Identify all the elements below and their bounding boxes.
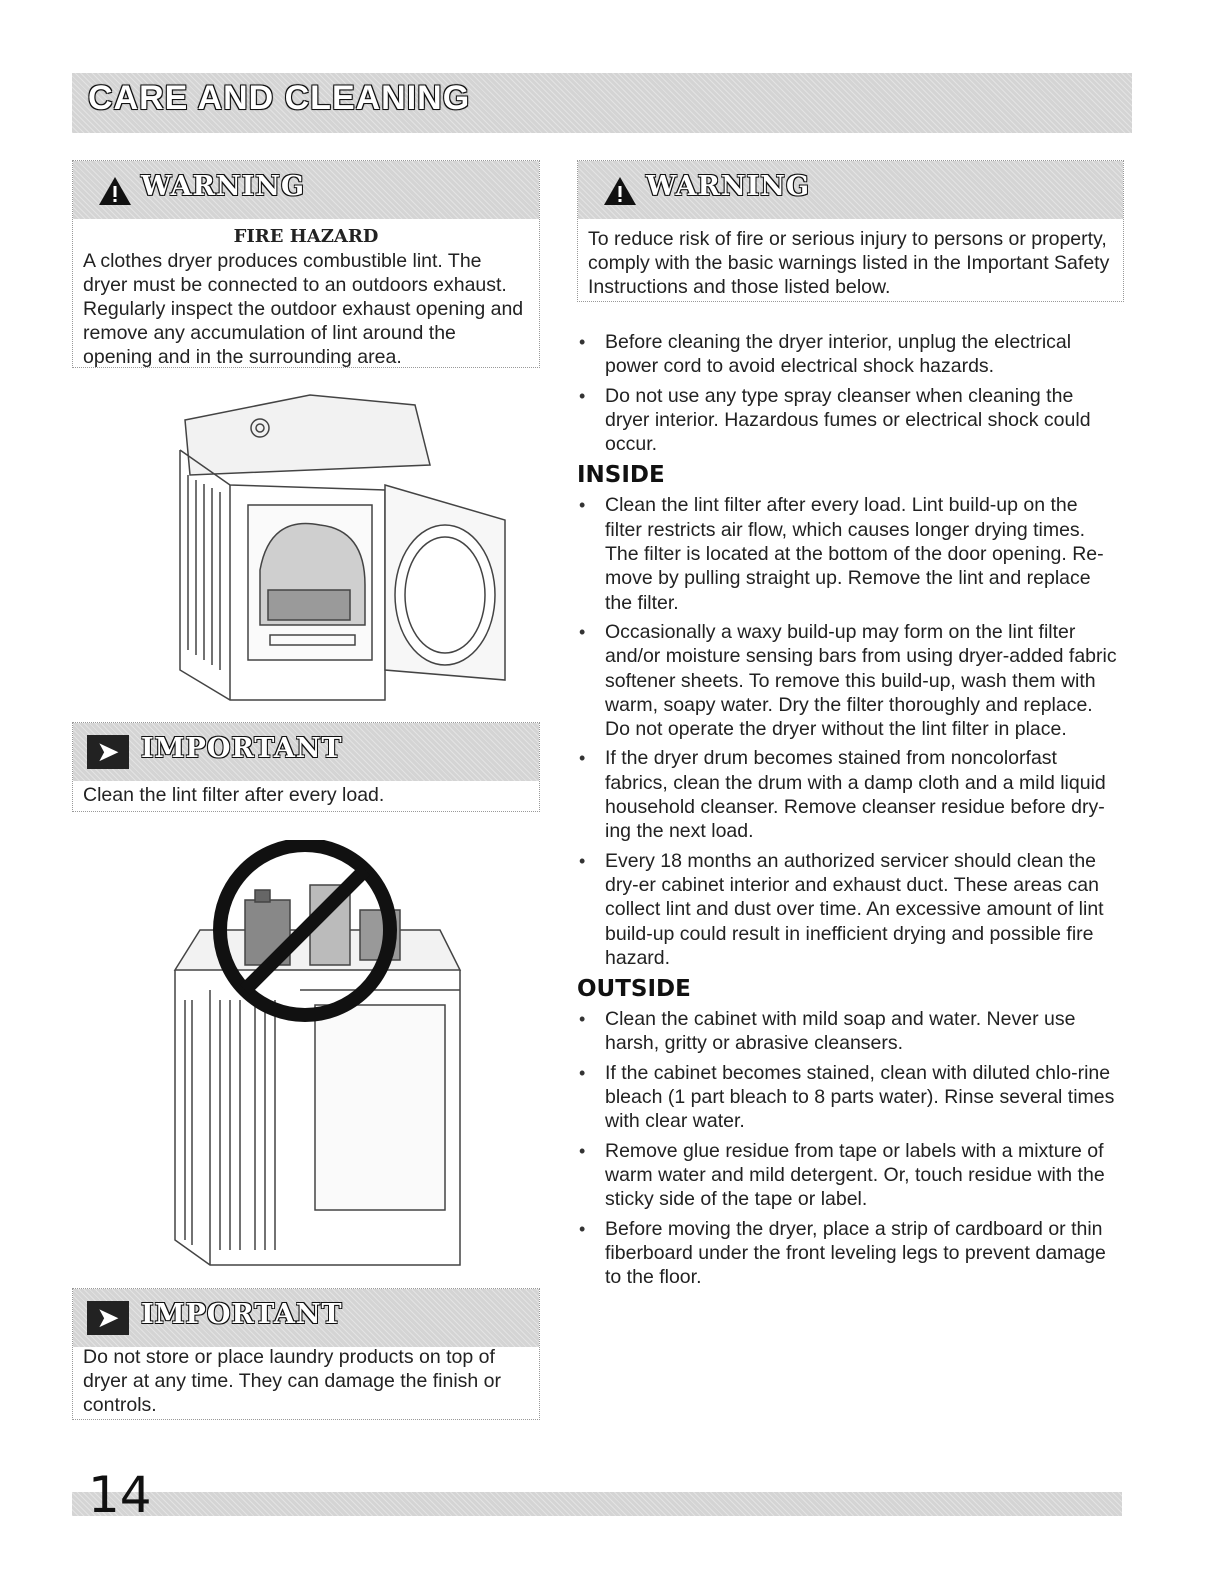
list-item: • If the dryer drum becomes stained from noncolorfast fabrics, clean the drum with a damp cloth and a mild liquid household cleanser. Remove cleanser residue before dry-ing the next load. <box>577 746 1117 843</box>
intro-bullet-list <box>577 330 1117 456</box>
list-item: • Every 18 months an authorized servicer should clean the dry-er cabinet interior and exhaust duct. These areas can collect lint and dust over time. An excessive amount of lint build-up could result in inefficient drying and possible fire hazard. <box>577 849 1117 970</box>
warning-label: WARNING <box>646 171 811 202</box>
list-item: • Clean the lint filter after every load. Lint build-up on the filter restricts air flow, which causes longer drying times. The filter is located at the bottom of the door opening. Re-move by pulling straight up. Remove the lint and replace the filter. <box>577 493 1117 614</box>
important-header <box>73 1289 539 1347</box>
warning-text: A clothes dryer produces combustible lint. The dryer must be connected to an outdoors exhaust. Regularly inspect the outdoor exhaust opening and remove any accumulation of lint around the opening and in the surrounding area. <box>83 250 524 368</box>
important-text: Clean the lint filter after every load. <box>83 784 385 806</box>
dryer-open-door-illustration <box>160 380 520 710</box>
warning-title: FIRE HAZARD <box>233 226 379 247</box>
warning-box-general <box>577 160 1124 302</box>
page-number: 14 <box>88 1466 152 1524</box>
arrow-box-icon: ➤ <box>87 1301 129 1335</box>
warning-header <box>73 161 539 219</box>
list-item: • Clean the cabinet with mild soap and water. Never use harsh, gritty or abrasive cleansers. <box>577 1007 1117 1056</box>
header-bar <box>72 73 1132 133</box>
list-item: • Remove glue residue from tape or labels with a mixture of warm water and mild detergent. Or, touch residue with the sticky side of the tape or label. <box>577 1139 1117 1212</box>
footer-bar <box>72 1492 1122 1516</box>
warning-label: WARNING <box>141 171 306 202</box>
list-item: • Before cleaning the dryer interior, unplug the electrical power cord to avoid electrical shock hazards. <box>577 330 1117 379</box>
section-heading-inside: INSIDE <box>577 462 665 489</box>
important-label: IMPORTANT <box>141 1299 343 1330</box>
warning-triangle-icon <box>602 175 638 207</box>
important-box-products <box>72 1288 540 1420</box>
cleaning-instructions <box>577 330 1117 1294</box>
important-text: Do not store or place laundry products on top of dryer at any time. They can damage the finish or controls. <box>83 1346 502 1416</box>
warning-header <box>578 161 1123 219</box>
important-label: IMPORTANT <box>141 733 343 764</box>
outside-bullet-list <box>577 1007 1117 1289</box>
list-item: • Before moving the dryer, place a strip of cardboard or thin fiberboard under the front leveling legs to prevent damage to the floor. <box>577 1217 1117 1290</box>
list-item: • Occasionally a waxy build-up may form on the lint filter and/or moisture sensing bars from using dryer-added fabric softener sheets. To remove this build-up, wash them with warm, soapy water. Dry the filter thoroughly and replace. Do not operate the dryer without the lint filter in place. <box>577 620 1117 741</box>
warning-triangle-icon <box>97 175 133 207</box>
inside-bullet-list <box>577 493 1117 970</box>
list-item: • If the cabinet becomes stained, clean with diluted chlo-rine bleach (1 part bleach to 8 parts water). Rinse several times with clear water. <box>577 1061 1117 1134</box>
warning-text: To reduce risk of fire or serious injury to persons or property, comply with the basic warnings listed in the Important Safety Instructions and those listed below. <box>588 228 1110 298</box>
page-title: CARE AND CLEANING <box>88 79 471 117</box>
list-item: • Do not use any type spray cleanser when cleaning the dryer interior. Hazardous fumes or electrical shock could occur. <box>577 384 1117 457</box>
warning-box-fire-hazard <box>72 160 540 368</box>
important-box-lint <box>72 722 540 812</box>
arrow-box-icon: ➤ <box>87 735 129 769</box>
warning-body <box>83 225 529 369</box>
important-header <box>73 723 539 781</box>
section-heading-outside: OUTSIDE <box>577 976 691 1003</box>
no-products-on-dryer-illustration <box>160 840 490 1270</box>
